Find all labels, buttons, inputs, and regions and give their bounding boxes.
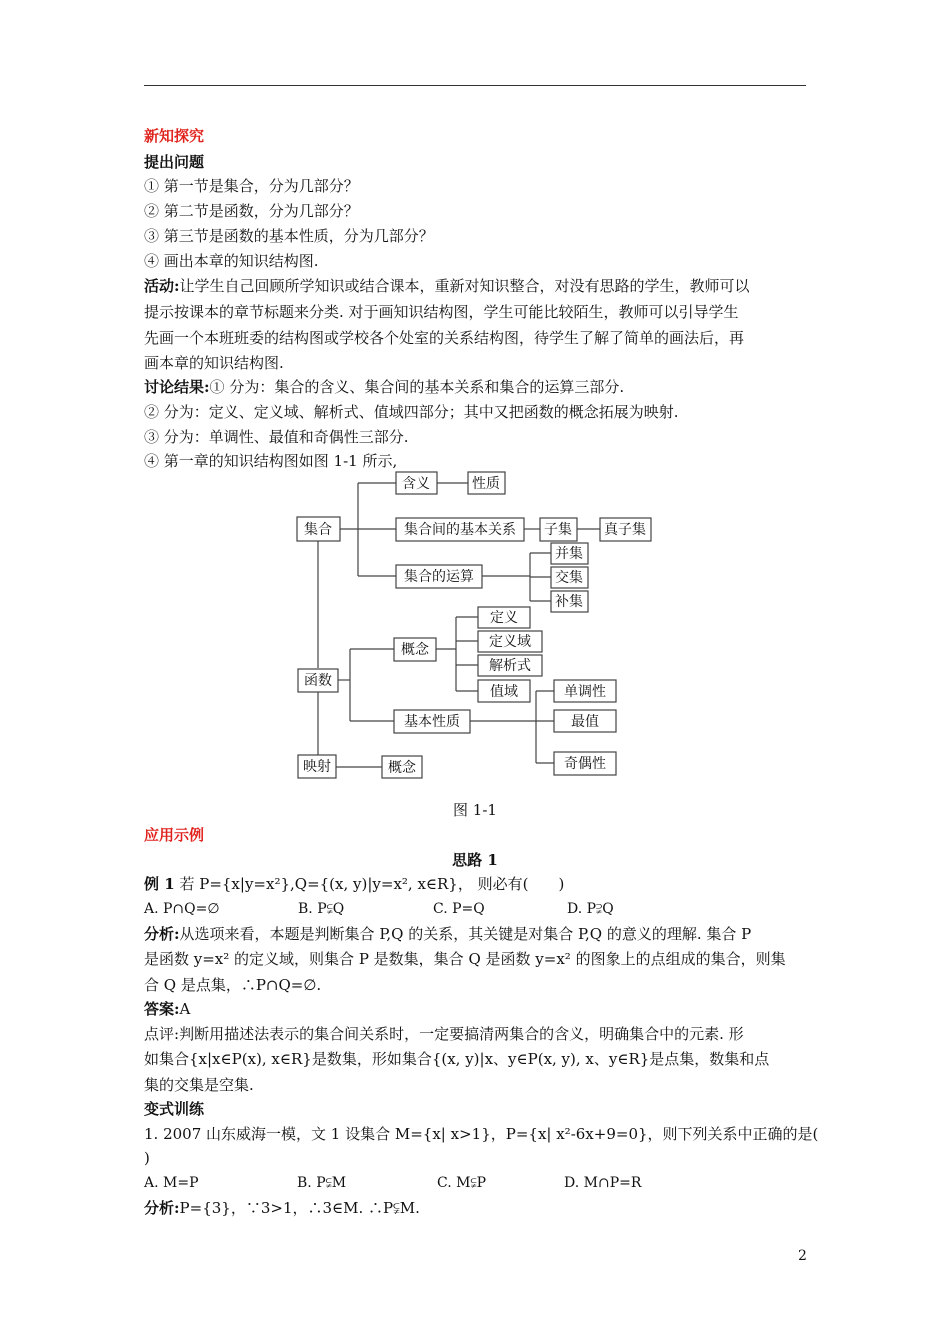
comment-line-3: 集的交集是空集. xyxy=(144,1076,254,1094)
svg-text:基本性质: 基本性质 xyxy=(404,714,460,730)
svg-text:集合间的基本关系: 集合间的基本关系 xyxy=(404,522,516,538)
answer-label: 答案: xyxy=(144,1000,180,1018)
svg-text:最值: 最值 xyxy=(571,714,599,730)
analysis-1-label: 分析: xyxy=(144,925,180,943)
discussion-line-4: ④ 第一章的知识结构图如图 1-1 所示, xyxy=(144,452,398,470)
activity-line-2: 提示按课本的章节标题来分类. 对于画知识结构图，学生可能比较陌生，教师可以引导学生 xyxy=(144,303,739,321)
node-mapping xyxy=(298,755,336,778)
discussion-label: 讨论结果: xyxy=(144,378,210,396)
svg-text:奇偶性: 奇偶性 xyxy=(564,756,606,772)
comment-label: 点评: xyxy=(144,1025,180,1043)
node-monotonic xyxy=(554,680,616,702)
analysis-1-line-3: 合 Q 是点集，∴P∩Q=∅. xyxy=(144,976,322,994)
example-1-option-d: D. P⫌Q xyxy=(567,901,614,917)
heading-questions: 提出问题 xyxy=(144,153,205,171)
discussion-line-3: ③ 分为：单调性、最值和奇偶性三部分. xyxy=(144,428,409,446)
node-function xyxy=(298,669,338,692)
analysis-2-text: P={3}，∵3>1，∴3∈M. ∴P⫋M. xyxy=(179,1199,420,1217)
example-1-option-c: C. P=Q xyxy=(433,901,485,917)
heading-variant-training: 变式训练 xyxy=(144,1100,205,1118)
svg-text:定义: 定义 xyxy=(490,610,518,626)
svg-text:性质: 性质 xyxy=(472,476,500,492)
exercise-1-option-b: B. P⫋M xyxy=(297,1175,347,1191)
answer-value: A xyxy=(179,1000,191,1018)
discussion-text: ① 分为：集合的含义、集合间的基本关系和集合的运算三部分. xyxy=(209,378,625,396)
svg-text:补集: 补集 xyxy=(555,594,583,610)
example-1-stem xyxy=(144,874,564,894)
analysis-2-line xyxy=(144,1198,420,1218)
comment-line-1 xyxy=(144,1024,744,1044)
node-basic-property xyxy=(394,710,470,733)
svg-text:概念: 概念 xyxy=(388,760,416,776)
figure-caption: 图 1-1 xyxy=(453,801,497,819)
svg-text:交集: 交集 xyxy=(555,570,583,586)
analysis-1-line-2: 是函数 y=x² 的定义域，则集合 P 是数集，集合 Q 是函数 y=x² 的图象上的点组成的集合，则集 xyxy=(144,950,786,968)
analysis-1-line-1 xyxy=(144,924,751,944)
example-1-text: 若 P={x|y=x²},Q={(x, y)|y=x², x∈R}， 则必有( ) xyxy=(179,875,565,893)
node-set xyxy=(297,517,340,541)
node-proper-subset xyxy=(600,518,651,541)
exercise-1-option-d: D. M∩P=R xyxy=(564,1175,642,1191)
exercise-1-line-1: 1. 2007 山东威海一模，文 1 设集合 M={x| x>1}，P={x| x²-6x+9=0}，则下列关系中正确的是( xyxy=(144,1125,819,1143)
node-mapping-concept xyxy=(382,756,422,778)
svg-text:映射: 映射 xyxy=(303,759,331,775)
svg-text:概念: 概念 xyxy=(401,642,429,658)
svg-text:集合: 集合 xyxy=(304,522,332,538)
node-relation xyxy=(396,518,524,541)
node-meaning xyxy=(396,472,437,494)
question-3: ③ 第三节是函数的基本性质，分为几部分？ xyxy=(144,227,434,245)
node-union xyxy=(551,543,588,564)
comment-text: 判断用描述法表示的集合间关系时，一定要搞清两集合的含义，明确集合中的元素. 形 xyxy=(179,1025,744,1043)
answer-line xyxy=(144,999,190,1019)
svg-text:定义域: 定义域 xyxy=(489,634,531,650)
node-intersection xyxy=(551,567,588,588)
exercise-1-option-c: C. M⫋P xyxy=(437,1175,487,1191)
question-1: ① 第一节是集合，分为几部分？ xyxy=(144,177,359,195)
question-4: ④ 画出本章的知识结构图. xyxy=(144,252,319,270)
discussion-line-2: ② 分为：定义、定义域、解析式、值域四部分；其中又把函数的概念拓展为映射. xyxy=(144,403,679,421)
node-extremum xyxy=(554,710,616,732)
svg-text:解析式: 解析式 xyxy=(489,658,531,674)
svg-text:含义: 含义 xyxy=(402,476,430,492)
example-1-label: 例 1 xyxy=(144,875,175,893)
node-domain xyxy=(478,631,542,652)
svg-text:单调性: 单调性 xyxy=(564,684,606,700)
svg-text:并集: 并集 xyxy=(555,546,583,562)
analysis-1-text: 从选项来看，本题是判断集合 P,Q 的关系，其关键是对集合 P,Q 的意义的理解. 集合 P xyxy=(179,925,752,943)
node-analytic xyxy=(478,655,542,676)
node-subset xyxy=(540,518,577,541)
node-definition xyxy=(478,607,530,628)
page-number: 2 xyxy=(798,1248,807,1264)
comment-line-2: 如集合{x|x∈P(x), x∈R}是数集，形如集合{(x, y)|x、y∈P(x, y), x、y∈R}是点集，数集和点 xyxy=(144,1050,770,1068)
svg-text:值域: 值域 xyxy=(490,684,518,700)
activity-line-3: 先画一个本班班委的结构图或学校各个处室的关系结构图，待学生了解了简单的画法后，再 xyxy=(144,329,745,347)
approach-title: 思路 1 xyxy=(452,851,498,869)
node-complement xyxy=(551,591,588,612)
heading-new-knowledge: 新知探究 xyxy=(144,127,205,145)
analysis-2-label: 分析: xyxy=(144,1199,180,1217)
activity-line-4: 画本章的知识结构图. xyxy=(144,354,284,372)
example-1-option-a: A. P∩Q=∅ xyxy=(144,901,220,917)
node-parity xyxy=(554,752,616,775)
svg-text:真子集: 真子集 xyxy=(604,522,646,538)
heading-examples: 应用示例 xyxy=(144,826,205,844)
svg-text:子集: 子集 xyxy=(544,522,572,538)
exercise-1-option-a: A. M=P xyxy=(144,1175,199,1191)
question-2: ② 第二节是函数，分为几部分？ xyxy=(144,202,359,220)
node-range xyxy=(478,680,530,702)
svg-text:函数: 函数 xyxy=(304,673,332,689)
svg-text:集合的运算: 集合的运算 xyxy=(404,569,474,585)
node-property xyxy=(468,472,505,494)
exercise-1-line-2: ) xyxy=(144,1149,150,1167)
example-1-option-b: B. P⫋Q xyxy=(298,901,345,917)
activity-label: 活动: xyxy=(144,277,180,295)
node-concept xyxy=(394,638,436,661)
node-operation xyxy=(396,565,482,588)
activity-text: 让学生自己回顾所学知识或结合课本，重新对知识整合，对没有思路的学生，教师可以 xyxy=(179,277,750,295)
